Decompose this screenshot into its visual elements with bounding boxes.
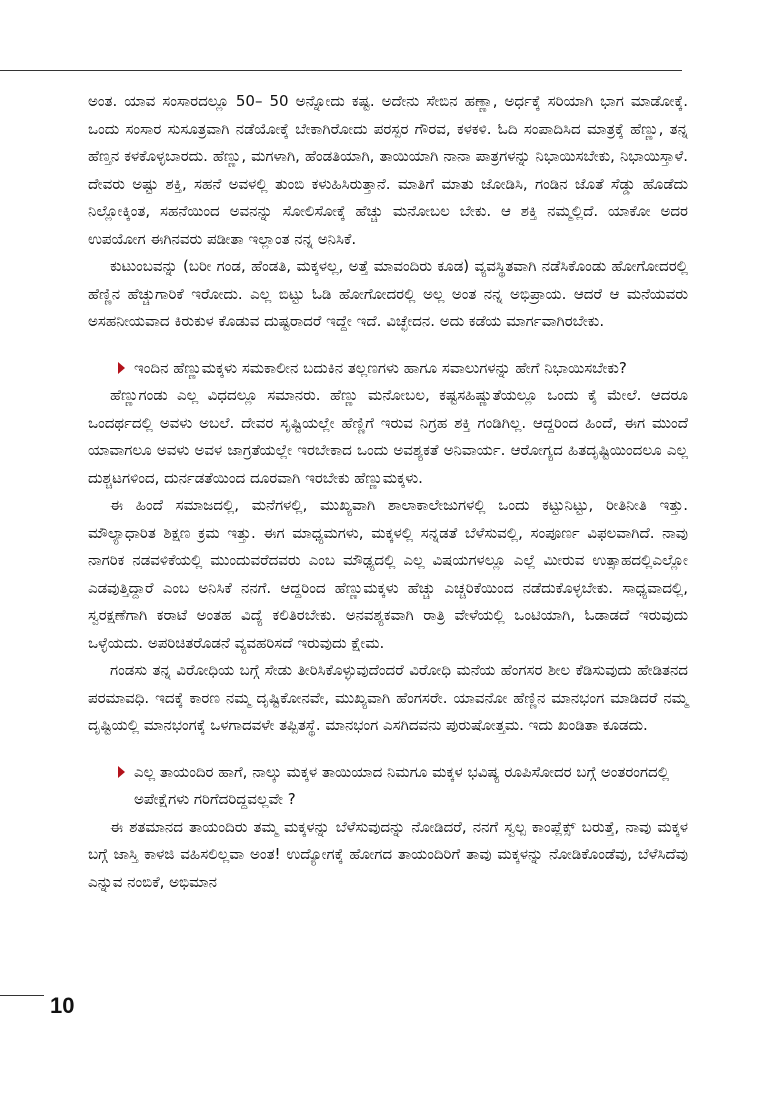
paragraph: ಈ ಶತಮಾನದ ತಾಯಂದಿರು ತಮ್ಮ ಮಕ್ಕಳನ್ನು ಬೆಳೆಸುವುದನ್ನು ನೋಡಿದರೆ, ನನಗೆ ಸ್ವಲ್ಪ ಕಾಂಪ್ಲೆಕ್ಸ್ ಬರುತ್ತೆ, ನಾವು ಮಕ್ಕಳ ಬಗ್ಗೆ ಜಾಸ್ತಿ ಕಾಳಜಿ ವಹಿಸಲಿಲ್ಲವಾ ಅಂತ! ಉದ್ಯೋಗಕ್ಕೆ ಹೋಗದ ತಾಯಂದಿರಿಗೆ ತಾವು ಮಕ್ಕಳನ್ನು ನೋಡಿಕೊಂಡೆವು, ಬೆಳೆಸಿದೆವು ಎನ್ನುವ ನಂಬಿಕೆ, ಅಭಿಮಾನ [88, 817, 688, 891]
paragraph: ಗಂಡಸು ತನ್ನ ವಿರೋಧಿಯ ಬಗ್ಗೆ ಸೇಡು ತೀರಿಸಿಕೊಳ್ಳುವುದೆಂದರೆ ವಿರೋಧಿ ಮನೆಯ ಹೆಂಗಸರ ಶೀಲ ಕೆಡಿಸುವುದು ಹೇಡಿತನದ ಪರಮಾವಧಿ. ಇದಕ್ಕೆ ಕಾರಣ ನಮ್ಮ ದೃಷ್ಟಿಕೋನವೇ, ಮುಖ್ಯವಾಗಿ ಹೆಂಗಸರೇ. ಯಾವನೋ ಹೆಣ್ಣಿನ ಮಾನಭಂಗ ಮಾಡಿದರೆ ನಮ್ಮ ದೃಷ್ಟಿಯಲ್ಲಿ ಮಾನಭಂಗಕ್ಕೆ ಒಳಗಾದವಳೇ ತಪ್ಪಿತಸ್ಥೆ. ಮಾನಭಂಗ ಎಸಗಿದವನು ಪುರುಷೋತ್ತಮ. ಇದು ಖಂಡಿತಾ ಕೂಡದು. [88, 661, 688, 734]
paragraph: ಈ ಹಿಂದೆ ಸಮಾಜದಲ್ಲಿ, ಮನೆಗಳಲ್ಲಿ, ಮುಖ್ಯವಾಗಿ ಶಾಲಾಕಾಲೇಜುಗಳಲ್ಲಿ ಒಂದು ಕಟ್ಟುನಿಟ್ಟು, ರೀತಿನೀತಿ ಇತ್ತು. ಮೌಲ್ಯಾಧಾರಿತ ಶಿಕ್ಷಣ ಕ್ರಮ ಇತ್ತು. ಈಗ ಮಾಧ್ಯಮಗಳು, ಮಕ್ಕಳಲ್ಲಿ ಸನ್ನಡತೆ ಬೆಳೆಸುವಲ್ಲಿ, ಸಂಪೂರ್ಣ ವಿಫಲವಾಗಿದೆ. ನಾವು ನಾಗರಿಕ ನಡವಳಿಕೆಯಲ್ಲಿ ಮುಂದುವರೆದವರು ಎಂಬ ಮೌಢ್ಯದಲ್ಲಿ ಎಲ್ಲ ವಿಷಯಗಳಲ್ಲೂ ಎಲ್ಲೆ ಮೀರುವ ಉತ್ಸಾಹದಲ್ಲಿಎಲ್ಲೋ ಎಡವುತ್ತಿದ್ದಾರೆ ಎಂಬ ಅನಿಸಿಕೆ ನನಗೆ. ಆದ್ದರಿಂದ ಹೆಣ್ಣುಮಕ್ಕಳು ಹೆಚ್ಚು ಎಚ್ಚರಿಕೆಯಿಂದ ನಡೆದುಕೊಳ್ಳಬೇಕು. ಸಾಧ್ಯವಾದಲ್ಲಿ, ಸ್ವರಕ್ಷಣೆಗಾಗಿ ಕರಾಟೆ ಅಂತಹ ವಿದ್ಯೆ ಕಲಿತಿರಬೇಕು. ಅನವಶ್ಯಕವಾಗಿ ರಾತ್ರಿ ವೇಳೆಯಲ್ಲಿ ಒಂಟಿಯಾಗಿ, ಓಡಾಡದೆ ಇರುವುದು ಒಳ್ಳೆಯದು. ಅಪರಿಚಿತರೊಡನೆ ವ್ಯವಹರಿಸದೆ ಇರುವುದು ಕ್ಷೇಮ. [88, 496, 688, 652]
page-body [88, 88, 688, 896]
top-rule [0, 70, 682, 71]
bottom-rule [0, 995, 44, 996]
question-heading: ಇಂದಿನ ಹೆಣ್ಣುಮಕ್ಕಳು ಸಮಕಾಲೀನ ಬದುಕಿನ ತಲ್ಲಣಗಳು ಹಾಗೂ ಸವಾಲುಗಳನ್ನು ಹೇಗೆ ನಿಭಾಯಿಸಬೇಕು? [88, 355, 688, 383]
paragraph: ಕುಟುಂಬವನ್ನು (ಬರೀ ಗಂಡ, ಹೆಂಡತಿ, ಮಕ್ಕಳಲ್ಲ, ಅತ್ತೆ ಮಾವಂದಿರು ಕೂಡ) ವ್ಯವಸ್ಥಿತವಾಗಿ ನಡೆಸಿಕೊಂಡು ಹೋಗೋದರಲ್ಲಿ ಹೆಣ್ಣಿನ ಹೆಚ್ಚುಗಾರಿಕೆ ಇರೋದು. ಎಲ್ಲ ಬಿಟ್ಟು ಓಡಿ ಹೋಗೋದರಲ್ಲಿ ಅಲ್ಲ ಅಂತ ನನ್ನ ಅಭಿಪ್ರಾಯ. ಆದರೆ ಆ ಮನೆಯವರು ಅಸಹನೀಯವಾದ ಕಿರುಕುಳ ಕೊಡುವ ದುಷ್ಟರಾದರೆ ಇದ್ದೇ ಇದೆ. ವಿಚ್ಛೇದನ. ಅದು ಕಡೆಯ ಮಾರ್ಗವಾಗಿರಬೇಕು. [88, 257, 688, 330]
paragraph: ಹೆಣ್ಣುಗಂಡು ಎಲ್ಲ ವಿಧದಲ್ಲೂ ಸಮಾನರು. ಹೆಣ್ಣು ಮನೋಬಲ, ಕಷ್ಟಸಹಿಷ್ಣುತೆಯಲ್ಲೂ ಒಂದು ಕೈ ಮೇಲೆ. ಆದರೂ ಒಂದರ್ಥದಲ್ಲಿ ಅವಳು ಅಬಲೆ. ದೇವರ ಸೃಷ್ಟಿಯಲ್ಲೇ ಹೆಣ್ಣಿಗೆ ಇರುವ ನಿಗ್ರಹ ಶಕ್ತಿ ಗಂಡಿಗಿಲ್ಲ. ಆದ್ದರಿಂದ ಹಿಂದೆ, ಈಗ ಮುಂದೆ ಯಾವಾಗಲೂ ಅವಳು ಅವಳ ಜಾಗ್ರತೆಯಲ್ಲೇ ಇರಬೇಕಾದ ಒಂದು ಅವಶ್ಯಕತೆ ಅನಿವಾರ್ಯ. ಆರೋಗ್ಯದ ಹಿತದೃಷ್ಟಿಯಿಂದಲೂ ಎಲ್ಲ ದುಶ್ಚಟಗಳಿಂದ, ದುರ್ನಡತೆಯಿಂದ ದೂರವಾಗಿ ಇರಬೇಕು ಹೆಣ್ಣುಮಕ್ಕಳು. [88, 386, 688, 487]
triangle-bullet-icon [118, 362, 125, 374]
page-number: 10 [50, 993, 75, 1018]
question-heading: ಎಲ್ಲ ತಾಯಂದಿರ ಹಾಗೆ, ನಾಲ್ಕು ಮಕ್ಕಳ ತಾಯಿಯಾದ ನಿಮಗೂ ಮಕ್ಕಳ ಭವಿಷ್ಯ ರೂಪಿಸೋದರ ಬಗ್ಗೆ ಅಂತರಂಗದಲ್ಲಿ ಅಪೇಕ್ಷೆಗಳು ಗರಿಗೆದರಿದ್ದವಲ್ಲವೇ ? [88, 759, 688, 814]
triangle-bullet-icon [118, 766, 125, 778]
paragraph: ಅಂತ. ಯಾವ ಸಂಸಾರದಲ್ಲೂ 50– 50 ಅನ್ನೋದು ಕಷ್ಟ. ಅದೇನು ಸೇಬಿನ ಹಣ್ಣಾ, ಅರ್ಧಕ್ಕೆ ಸರಿಯಾಗಿ ಭಾಗ ಮಾಡೋಕ್ಕೆ. ಒಂದು ಸಂಸಾರ ಸುಸೂತ್ರವಾಗಿ ನಡೆಯೋಕ್ಕೆ ಬೇಕಾಗಿರೋದು ಪರಸ್ಪರ ಗೌರವ, ಕಳಕಳಿ. ಓದಿ ಸಂಪಾದಿಸಿದ ಮಾತ್ರಕ್ಕೆ ಹೆಣ್ಣು, ತನ್ನ ಹೆಣ್ತನ ಕಳಕೊಳ್ಳಬಾರದು. ಹೆಣ್ಣು, ಮಗಳಾಗಿ, ಹೆಂಡತಿಯಾಗಿ, ತಾಯಿಯಾಗಿ ನಾನಾ ಪಾತ್ರಗಳನ್ನು ನಿಭಾಯಿಸಬೇಕು, ನಿಭಾಯಿಸ್ತಾಳೆ. ದೇವರು ಅಷ್ಟು ಶಕ್ತಿ, ಸಹನೆ ಅವಳಲ್ಲಿ ತುಂಬಿ ಕಳುಹಿಸಿರುತ್ತಾನೆ. ಮಾತಿಗೆ ಮಾತು ಜೋಡಿಸಿ, ಗಂಡಿನ ಜೊತೆ ಸೆಡ್ಡು ಹೊಡೆದು ನಿಲ್ಲೋಕ್ಕಿಂತ, ಸಹನೆಯಿಂದ ಅವನನ್ನು ಸೋಲಿಸೋಕ್ಕೆ ಹೆಚ್ಚು ಮನೋಬಲ ಬೇಕು. ಆ ಶಕ್ತಿ ನಮ್ಮಲ್ಲಿದೆ. ಯಾಕೋ ಅದರ ಉಪಯೋಗ ಈಗಿನವರು ಪಡೀತಾ ಇಲ್ಲಾಂತ ನನ್ನ ಅನಿಸಿಕೆ. [88, 92, 688, 248]
